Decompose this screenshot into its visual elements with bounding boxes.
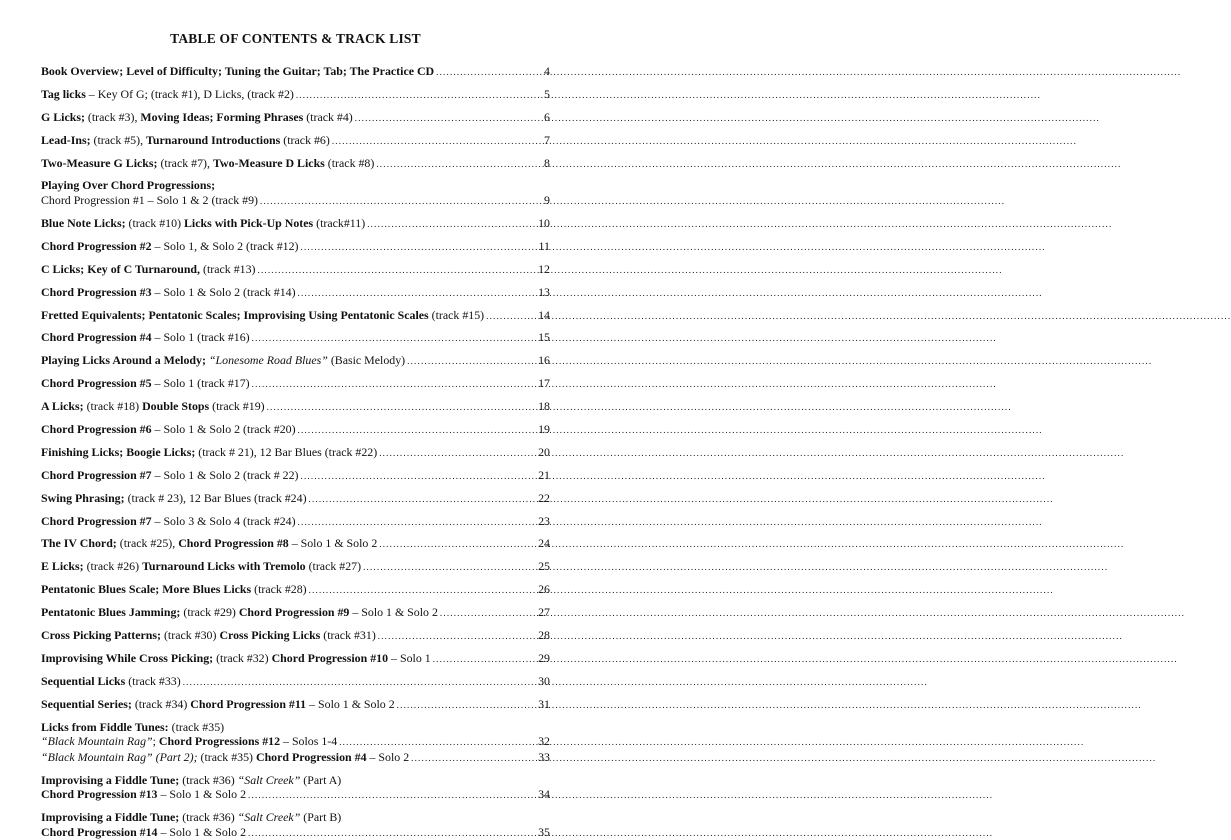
- toc-line-text: [41, 64, 434, 79]
- toc-text-run: C Licks; Key of C Turnaround,: [41, 261, 201, 276]
- toc-text-run: (Part A): [300, 772, 342, 787]
- toc-entry: [41, 674, 550, 690]
- toc-text-run: Chord Progression #2: [41, 238, 152, 253]
- toc-line: [41, 651, 550, 667]
- toc-line: [41, 193, 550, 209]
- toc-text-run: – Solo 1 & Solo 2: [157, 787, 247, 802]
- toc-entry: [41, 285, 550, 301]
- toc-text-run: (track #19): [209, 399, 265, 414]
- toc-text-run: Sequential Licks: [41, 673, 126, 688]
- toc-line-text: [41, 178, 215, 193]
- toc-entry: [41, 605, 550, 621]
- toc-entry: [41, 399, 550, 415]
- toc-text-run: G Licks;: [41, 109, 85, 124]
- toc-text-run: – Solos 1-4: [280, 734, 338, 749]
- toc-text-run: Double Stops: [142, 399, 210, 414]
- page-number: 4: [544, 64, 550, 78]
- toc-entry: [41, 376, 550, 392]
- dot-leader: [267, 400, 538, 415]
- toc-text-run: Improvising While Cross Picking;: [41, 650, 214, 665]
- page-title: TABLE OF CONTENTS & TRACK LIST: [170, 31, 421, 46]
- toc-text-run: Blue Note Licks;: [41, 215, 126, 230]
- toc-text-run: Chord Progression #13: [41, 787, 158, 802]
- toc-text-run: (track#11): [313, 215, 366, 230]
- dot-leader: [183, 675, 537, 690]
- toc-text-run: (track #32): [213, 650, 272, 665]
- toc-entry: [41, 216, 550, 232]
- toc-line: [41, 810, 550, 825]
- toc-line-text: [41, 445, 377, 460]
- dot-leader: [309, 492, 538, 507]
- toc-text-run: Pentatonic Blues Jamming;: [41, 605, 181, 620]
- toc-line-text: [41, 399, 265, 414]
- toc-text-run: (track #33): [125, 673, 181, 688]
- toc-entry: [41, 239, 550, 255]
- page-number: 32: [538, 734, 550, 749]
- toc-text-run: “Salt Creek”: [237, 772, 301, 787]
- toc-line: [41, 216, 550, 232]
- toc-line: [41, 514, 550, 530]
- page-number: 11: [538, 238, 550, 253]
- toc-text-run: – Solo 1 & Solo 2: [349, 605, 438, 620]
- page-number: 18: [538, 399, 550, 414]
- toc-text-run: Chord Progression #14: [41, 824, 158, 839]
- toc-line-text: [41, 330, 250, 345]
- toc-text-run: Turnaround Licks with Tremolo: [142, 559, 306, 574]
- toc-text-run: “Black Mountain Rag”: [41, 734, 153, 749]
- toc-text-run: (track #7),: [157, 155, 213, 170]
- toc-entry: [41, 514, 550, 530]
- toc-entry: [41, 353, 550, 369]
- toc-line: [41, 376, 550, 392]
- toc-text-run: Licks from Fiddle Tunes:: [41, 719, 169, 734]
- toc-text-run: Playing Licks Around a Melody;: [41, 353, 206, 368]
- dot-leader: [440, 606, 537, 621]
- dot-leader: [433, 652, 537, 667]
- toc-text-run: – Solo 2: [366, 749, 410, 764]
- toc-text-run: Chord Progression #1 – Solo 1 & 2 (track #9): [41, 193, 258, 208]
- toc-text-run: Level of Difficulty; Tuning the Guitar; Tab; The Practice CD: [123, 64, 435, 78]
- toc-line: [41, 750, 550, 766]
- toc-entry: [41, 559, 550, 575]
- toc-line: [41, 468, 550, 484]
- page-number: 5: [544, 86, 550, 101]
- toc-text-run: Book Overview;: [41, 64, 124, 78]
- toc-text-run: – Solo 1 (track #16): [151, 330, 250, 345]
- toc-line: [41, 605, 550, 621]
- toc-line-text: [41, 239, 299, 254]
- toc-text-run: Chord Progression #5: [41, 376, 152, 391]
- toc-line-text: [41, 216, 365, 231]
- dot-leader: [379, 537, 537, 552]
- dot-leader: [252, 331, 537, 346]
- toc-text-run: (track #10): [125, 215, 184, 230]
- page-number: 22: [538, 490, 550, 505]
- toc-line: [41, 399, 550, 415]
- dot-leader: [260, 194, 543, 209]
- toc-line-text: [41, 87, 294, 102]
- toc-text-run: – Solo 1 & Solo 2 (track #14): [151, 284, 296, 299]
- page-number: 28: [538, 627, 550, 642]
- toc-text-run: (track # 21), 12 Bar Blues (track #22): [195, 444, 378, 459]
- toc-text-run: Cross Picking Licks: [219, 627, 321, 642]
- toc-text-run: (track #4): [303, 109, 353, 124]
- page-number: 14: [538, 307, 550, 322]
- toc-line: [41, 422, 550, 438]
- toc-text-run: Fretted Equivalents; Pentatonic Scales; Improvising Using Pentatonic Scales: [41, 307, 429, 322]
- toc-line: [41, 156, 550, 172]
- toc-line-text: [41, 468, 299, 483]
- toc-entry: [41, 582, 550, 598]
- dot-leader: [301, 240, 538, 255]
- toc-text-run: (Basic Melody): [327, 353, 406, 368]
- toc-entry: [41, 536, 550, 552]
- page-number: 8: [544, 155, 550, 170]
- toc-line: [41, 87, 550, 103]
- toc-line-text: [41, 262, 256, 277]
- toc-line-text: [41, 750, 409, 765]
- toc-text-run: (track #8): [324, 155, 375, 170]
- toc-line: [41, 308, 550, 324]
- toc-entry: [41, 422, 550, 438]
- toc-line: [41, 110, 550, 126]
- toc-line: [41, 674, 550, 690]
- toc-text-run: (track #36): [179, 772, 238, 787]
- toc-text-run: Chord Progression #4: [41, 330, 152, 345]
- toc-entry: [41, 178, 550, 208]
- dot-leader: [309, 583, 537, 598]
- toc-text-run: Chord Progression #6: [41, 421, 152, 436]
- toc-line: [41, 582, 550, 598]
- toc-text-run: (track #26): [83, 559, 143, 574]
- toc-text-run: Improvising a Fiddle Tune;: [41, 772, 180, 787]
- toc-text-run: Licks with Pick-Up Notes: [184, 215, 314, 230]
- toc-text-run: (track #15): [428, 307, 485, 322]
- page-number: 35: [538, 824, 550, 839]
- dot-leader: [486, 309, 537, 324]
- toc-text-run: ;: [152, 734, 159, 749]
- toc-line-text: [41, 825, 246, 840]
- toc-text-run: (track #13): [200, 261, 256, 276]
- dot-leader: [436, 65, 543, 80]
- toc-line: [41, 825, 550, 840]
- toc-line-text: [41, 353, 405, 368]
- toc-line-text: [41, 422, 296, 437]
- dot-leader: [296, 88, 543, 103]
- toc-entry: [41, 468, 550, 484]
- toc-text-run: Pentatonic Blues Scale; More Blues Licks: [41, 582, 252, 597]
- toc-text-run: Improvising a Fiddle Tune;: [41, 810, 180, 825]
- toc-text-run: Cross Picking Patterns;: [41, 627, 161, 642]
- toc-line: [41, 64, 550, 80]
- toc-text-run: “Black Mountain Rag” (Part 2);: [41, 749, 198, 764]
- dot-leader: [367, 217, 537, 232]
- toc-text-run: (track #34): [131, 696, 191, 711]
- toc-text-run: Playing Over Chord Progressions;: [41, 178, 216, 193]
- toc-entry: [41, 445, 550, 461]
- toc-text-run: Lead-Ins;: [41, 132, 91, 147]
- toc-text-run: “Salt Creek”: [237, 810, 301, 825]
- page-number: 20: [538, 444, 550, 459]
- toc-text-run: (track #35): [168, 719, 225, 734]
- page-number: 30: [538, 673, 550, 688]
- toc-line: [41, 559, 550, 575]
- toc-line: [41, 353, 550, 369]
- toc-line-text: [41, 773, 341, 788]
- page-number: 13: [538, 284, 550, 299]
- toc-line-text: [41, 514, 296, 529]
- page-number: 24: [538, 536, 550, 551]
- toc-entry: [41, 628, 550, 644]
- toc-text-run: (track #35): [197, 749, 256, 764]
- dot-leader: [332, 134, 543, 149]
- toc-text-run: Turnaround Introductions: [146, 132, 281, 147]
- toc-entry: [41, 133, 550, 149]
- toc-text-run: Two-Measure G Licks;: [41, 155, 158, 170]
- toc-entry: [41, 491, 550, 507]
- toc-entry: [41, 773, 550, 803]
- toc-line-text: [41, 674, 181, 689]
- toc-text-run: (track #28): [251, 582, 307, 597]
- toc-text-run: – Solo 1 (track #17): [151, 376, 250, 391]
- toc-entry: [41, 330, 550, 346]
- toc-text-run: Chord Progression #11: [190, 696, 307, 711]
- page-number: 31: [538, 696, 550, 711]
- toc-text-run: Chord Progression #10: [271, 650, 389, 665]
- toc-line-text: [41, 308, 484, 323]
- toc-line-text: [41, 810, 341, 825]
- toc-line-text: [41, 536, 377, 551]
- toc-text-run: Moving Ideas; Forming Phrases: [140, 109, 304, 124]
- toc-entry: [41, 720, 550, 766]
- toc-line: [41, 285, 550, 301]
- dot-leader: [252, 377, 537, 392]
- toc-line: [41, 536, 550, 552]
- dot-leader: [376, 157, 543, 172]
- page-number: 25: [538, 559, 550, 574]
- toc-text-run: Chord Progression #8: [178, 536, 289, 551]
- toc-line-text: [41, 193, 258, 208]
- toc-line: [41, 330, 550, 346]
- toc-text-run: – Solo 1, & Solo 2 (track #12): [151, 238, 299, 253]
- toc-text-run: Chord Progression #3: [41, 284, 152, 299]
- toc-text-run: A Licks;: [41, 399, 84, 414]
- toc-text-run: “Lonesome Road Blues”: [208, 353, 328, 368]
- dot-leader: [248, 788, 537, 803]
- toc-text-run: (track #27): [305, 559, 362, 574]
- toc-text-run: – Solo 1 & Solo 2: [157, 824, 247, 839]
- toc-line-text: [41, 697, 395, 712]
- toc-text-run: – Solo 1 & Solo 2 (track #20): [151, 421, 296, 436]
- dot-leader: [379, 446, 537, 461]
- toc-text-run: (track #25),: [116, 536, 179, 551]
- page-number: 33: [538, 749, 550, 764]
- toc-entry: [41, 651, 550, 667]
- dot-leader: [301, 469, 538, 484]
- toc-line-text: [41, 156, 374, 171]
- toc-line: [41, 445, 550, 461]
- toc-text-run: (track #18): [83, 399, 143, 414]
- toc-line: [41, 773, 550, 788]
- toc-entry: [41, 110, 550, 126]
- toc-entry: [41, 810, 550, 840]
- toc-line-text: [41, 734, 337, 749]
- toc-line: [41, 239, 550, 255]
- toc-line: [41, 262, 550, 278]
- page-number: 23: [538, 513, 550, 528]
- toc-line-text: [41, 582, 307, 597]
- toc-text-run: (track #3),: [84, 109, 141, 124]
- toc-text-run: – Solo 3 & Solo 4 (track #24): [151, 513, 296, 528]
- toc-text-run: Chord Progression #7: [41, 513, 152, 528]
- toc-list: [41, 64, 550, 840]
- dot-leader: [298, 423, 538, 438]
- toc-text-run: Chord Progression #4: [255, 749, 367, 764]
- page-number: 6: [544, 109, 550, 124]
- toc-text-run: (Part B): [300, 810, 342, 825]
- page-number: 27: [538, 605, 550, 620]
- toc-line-text: [41, 110, 353, 125]
- toc-entry: [41, 262, 550, 278]
- page-number: 12: [538, 261, 550, 276]
- toc-line: [41, 697, 550, 713]
- toc-line: [41, 133, 550, 149]
- page-number: 7: [544, 132, 550, 147]
- toc-text-run: Two-Measure D Licks: [212, 155, 325, 170]
- page-number: 17: [538, 376, 550, 391]
- dot-leader: [298, 515, 538, 530]
- page-number: 9: [544, 193, 550, 208]
- toc-text-run: Swing Phrasing;: [41, 490, 125, 505]
- toc-line: [41, 720, 550, 735]
- toc-line-text: [41, 133, 330, 148]
- toc-line-text: [41, 376, 250, 391]
- toc-line: [41, 628, 550, 644]
- toc-line-text: [41, 559, 361, 574]
- toc-entry: [41, 87, 550, 103]
- toc-line-text: [41, 720, 224, 735]
- toc-line: [41, 734, 550, 750]
- dot-leader: [378, 629, 537, 644]
- toc-text-run: (track #31): [320, 627, 376, 642]
- toc-page: [0, 0, 600, 839]
- toc-entry: [41, 156, 550, 172]
- dot-leader: [355, 111, 543, 126]
- toc-line: [41, 178, 550, 193]
- dot-leader: [339, 735, 537, 750]
- toc-line-text: [41, 628, 376, 643]
- toc-line-text: [41, 787, 246, 802]
- toc-text-run: Finishing Licks; Boogie Licks;: [41, 444, 196, 459]
- toc-text-run: (track #6): [280, 132, 330, 147]
- toc-line-text: [41, 605, 438, 620]
- toc-text-run: Chord Progression #7: [41, 467, 152, 482]
- page-number: 19: [538, 421, 550, 436]
- page-number: 34: [538, 787, 550, 802]
- toc-entry: [41, 308, 550, 324]
- toc-line-text: [41, 651, 431, 666]
- page-number: 21: [538, 467, 550, 482]
- toc-text-run: – Solo 1: [388, 650, 431, 665]
- toc-entry: [41, 64, 550, 80]
- dot-leader: [363, 560, 537, 575]
- page-number: 10: [538, 215, 550, 230]
- page-number: 15: [538, 330, 550, 345]
- toc-text-run: Chord Progression #9: [238, 605, 350, 620]
- toc-text-run: (track #29): [180, 605, 239, 620]
- toc-line-text: [41, 285, 296, 300]
- dot-leader: [407, 354, 537, 369]
- dot-leader: [248, 826, 537, 840]
- toc-text-run: Sequential Series;: [41, 696, 132, 711]
- dot-leader: [298, 286, 538, 301]
- page-number: 26: [538, 582, 550, 597]
- toc-text-run: (track #5),: [90, 132, 147, 147]
- toc-text-run: Tag licks: [41, 86, 86, 101]
- toc-text-run: – Solo 1 & Solo 2 (track # 22): [151, 467, 299, 482]
- toc-text-run: – Solo 1 & Solo 2: [306, 696, 395, 711]
- toc-text-run: – Solo 1 & Solo 2: [288, 536, 378, 551]
- toc-text-run: (track #36): [179, 810, 238, 825]
- toc-text-run: – Key Of G; (track #1), D Licks, (track #2): [85, 86, 294, 101]
- dot-leader: [397, 698, 537, 713]
- page-number: 16: [538, 353, 550, 368]
- dot-leader: [258, 263, 538, 278]
- toc-text-run: The IV Chord;: [41, 536, 117, 551]
- toc-text-run: Chord Progressions #12: [158, 734, 281, 749]
- toc-line: [41, 787, 550, 803]
- toc-line-text: [41, 491, 307, 506]
- toc-text-run: (track #30): [161, 627, 220, 642]
- dot-leader: [411, 751, 537, 766]
- toc-entry: [41, 697, 550, 713]
- toc-text-run: E Licks;: [41, 559, 84, 574]
- page-number: 29: [538, 650, 550, 665]
- toc-text-run: (track # 23), 12 Bar Blues (track #24): [124, 490, 307, 505]
- toc-line: [41, 491, 550, 507]
